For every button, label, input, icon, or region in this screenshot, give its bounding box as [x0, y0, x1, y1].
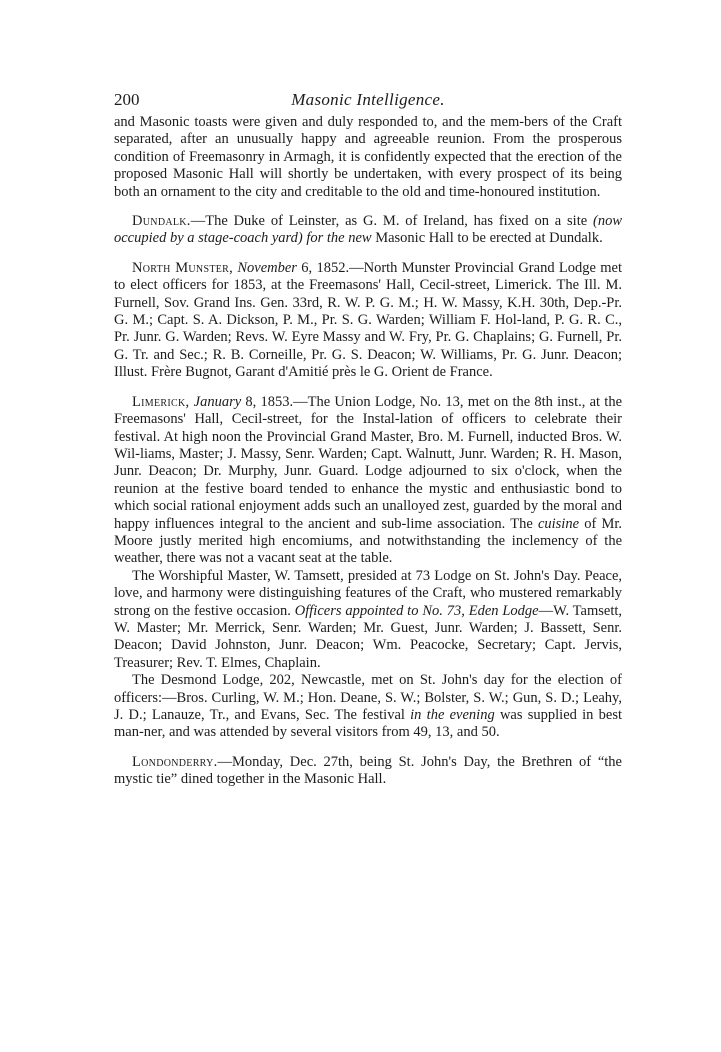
italic-text: Officers appointed to No. 73, Eden Lodge: [294, 602, 539, 619]
paragraph-text: The Desmond Lodge, 202, Newcastle, met on St. John's day for the election of officers:—Bros. Curling, W. M.; Hon. Deane, S. W.; Bolster, S. W.; Gun, S. D.; Leahy, J. D.; Lanauze, Tr., and Evans, Sec. The festival: [114, 672, 622, 723]
paragraph-desmond-lodge: [114, 672, 622, 742]
paragraph-text: —The Duke of Leinster, as G. M. of Ireland, has fixed on a site: [190, 213, 593, 230]
italic-text: (now occupied by a stage-coach yard) for the new: [114, 213, 622, 247]
italic-text: cuisine: [537, 515, 580, 532]
paragraph-text: —W. Tamsett, W. Master; Mr. Merrick, Senr. Warden; Mr. Guest, Junr. Warden; J. Bassett, Senr. Deacon; David Johnston, Junr. Deacon; Wm. Peacocke, Secretary; Capt. Jervis, Treasurer; Rev. T. Elmes, Chaplain.: [114, 602, 623, 671]
paragraph-text: Masonic Hall to be erected at Dundalk.: [371, 230, 603, 247]
book-page: [114, 84, 622, 789]
paragraph-text: and Masonic toasts were given and duly responded to, and the mem-bers of the Craft separated, after an unusually happy and agreeable reunion. From the prosperous condition of Freemasonry in Armagh, it is confidently expected that the erection of the proposed Masonic Hall will shortly be undertaken, with every prospect of its being both an ornament to the city and creditable to the old and time-honoured institution.: [114, 114, 622, 200]
place-heading: Dundalk.: [132, 213, 191, 230]
paragraph-text: was supplied in best man-ner, and was attended by several visitors from 49, 13, and 50.: [114, 707, 622, 741]
place-heading: North Munster,: [132, 259, 234, 276]
paragraph-north-munster: [114, 260, 622, 382]
paragraph-limerick: [114, 394, 622, 568]
place-heading: Londonderry.: [132, 753, 218, 770]
paragraph-dundalk: [114, 213, 622, 248]
italic-text: in the evening: [410, 707, 495, 723]
running-title: Masonic Intelligence.: [291, 90, 445, 109]
running-head: [114, 84, 622, 114]
paragraph-text: 8, 1853.—The Union Lodge, No. 13, met on the 8th inst., at the Freemasons' Hall, Cecil-street, for the Instal-lation of officers to celebrate their festival. At high noon the Provincial Grand Master, Bro. M. Furnell, inducted Bros. W. Wil-liams, Master; J. Massy, Senr. Warden; Capt. Walnutt, Junr. Warden; R. H. Mason, Junr. Deacon; Dr. Murphy, Junr. Guard. Lodge adjourned to six o'clock, when the reunion at the festive board tended to enhance the mystic and enthusiastic bond to which social rational enjoyment adds such an unalloyed zest, guarded by the moral and happy influences integral to the ancient and sub-lime association. The: [114, 393, 622, 532]
paragraph-eden-lodge: [114, 568, 622, 672]
italic-date: January: [189, 393, 242, 410]
page-number: 200: [114, 90, 140, 109]
paragraph-londonderry: [114, 754, 622, 789]
paragraph-armagh-continued: [114, 114, 622, 201]
paragraph-text: of Mr. Moore justly merited high encomiums, and notwithstanding the inclemency of the weather, there was not a vacant seat at the table.: [114, 515, 622, 567]
place-heading: Limerick,: [132, 393, 190, 410]
paragraph-text: 6, 1852.—North Munster Provincial Grand Lodge met to elect officers for 1853, at the Freemasons' Hall, Cecil-street, Limerick. The Ill. M. Furnell, Sov. Grand Ins. Gen. 33rd, R. W. P. G. M.; H. W. Massy, K.H. 30th, Dep.-Pr. G. M.; Capt. S. A. Dickson, P. M., Pr. S. G. Warden; William F. Hol-land, P. G. R. C., Pr. Junr. G. Warden; Revs. W. Eyre Massy and W. Fry, Pr. G. Chaplains; G. Furnell, Pr. G. Tr. and Sec.; R. B. Corneille, Pr. G. S. Deacon; W. Williams, Pr. G. Junr. Deacon; Illust. Frère Bugnot, Garant d'Amitié près le G. Orient de France.: [114, 259, 623, 381]
paragraph-text: The Worshipful Master, W. Tamsett, presided at 73 Lodge on St. John's Day. Peace, love, and harmony were distinguishing features of the Craft, who mustered remarkably strong on the festive occasion.: [114, 567, 622, 619]
italic-date: November: [233, 259, 297, 276]
paragraph-text: —Monday, Dec. 27th, being St. John's Day, the Brethren of “the mystic tie” dined together in the Masonic Hall.: [114, 753, 622, 788]
